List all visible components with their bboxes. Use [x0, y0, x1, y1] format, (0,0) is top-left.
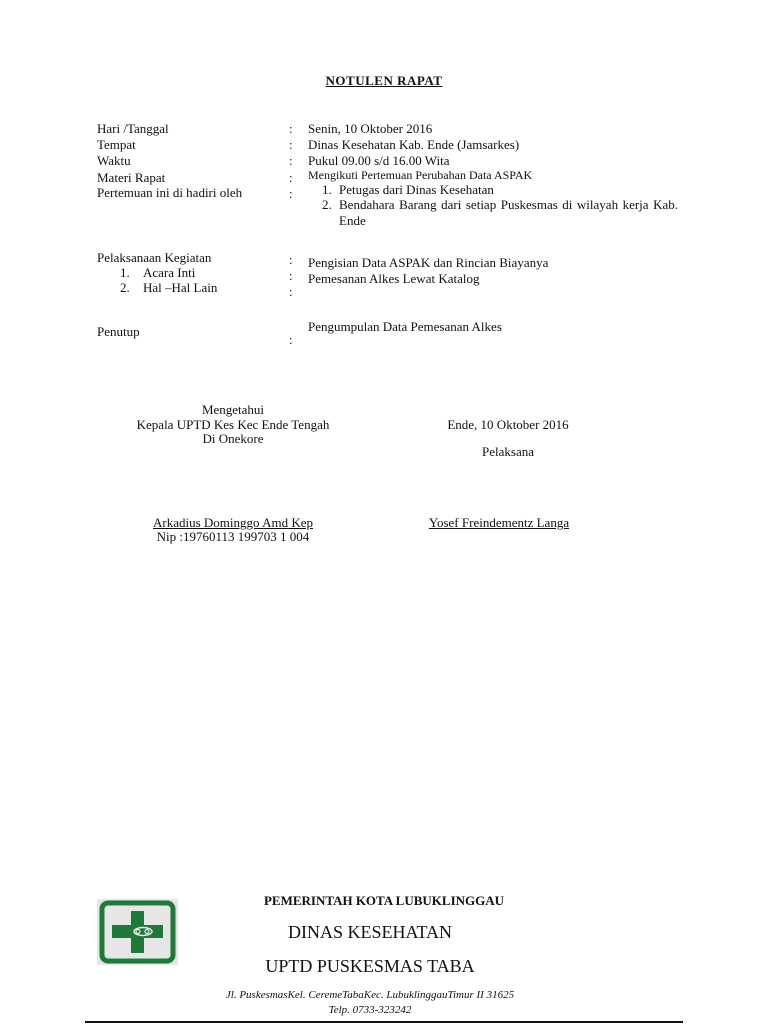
footer-unit: UPTD PUSKESMAS TABA — [265, 956, 475, 976]
sign-right-date: Ende, 10 Oktober 2016 — [447, 417, 569, 432]
attendee-number: 1. — [322, 182, 332, 197]
sign-left-nip: Nip :19760113 199703 1 004 — [156, 529, 310, 544]
footer-phone: Telp. 0733-323242 — [328, 1004, 412, 1016]
value-date: Senin, 10 Oktober 2016 — [308, 121, 433, 136]
activity-item — [120, 280, 217, 295]
label-place: Tempat — [97, 137, 136, 152]
colon-closing: : — [289, 332, 293, 347]
colon-place: : — [289, 137, 293, 152]
footer-address: Jl. PuskesmasKel. CeremeTabaKec. LubuklinggauTimur II 31625 — [225, 989, 515, 1001]
activity-value: Pengisian Data ASPAK dan Rincian Biayanya — [308, 255, 549, 270]
activity-label: Hal –Hal Lain — [143, 280, 218, 295]
footer-government: PEMERINTAH KOTA LUBUKLINGGAU — [263, 893, 505, 908]
label-date: Hari /Tanggal — [97, 121, 169, 136]
colon-time: : — [289, 153, 293, 168]
label-closing: Penutup — [97, 324, 140, 339]
activity-number: 1. — [120, 265, 130, 280]
attendee-text: Petugas dari Dinas Kesehatan — [339, 182, 494, 197]
attendee-item — [322, 182, 494, 197]
sign-right-role: Pelaksana — [482, 444, 534, 459]
colon-topic: : — [289, 170, 293, 185]
footer-divider — [85, 1021, 683, 1023]
label-topic: Materi Rapat — [97, 170, 166, 185]
sign-left-position: Kepala UPTD Kes Kec Ende Tengah — [136, 417, 330, 432]
value-closing: Pengumpulan Data Pemesanan Alkes — [308, 319, 502, 334]
activity-item — [120, 265, 195, 280]
value-time: Pukul 09.00 s/d 16.00 Wita — [308, 153, 450, 168]
colon-activity-2: : — [289, 284, 293, 299]
label-time: Waktu — [97, 153, 131, 168]
attendee-item — [322, 197, 678, 229]
value-topic: Mengikuti Pertemuan Perubahan Data ASPAK — [308, 168, 533, 182]
value-place: Dinas Kesehatan Kab. Ende (Jamsarkes) — [308, 137, 520, 152]
attendee-text: Bendahara Barang dari setiap Puskesmas di wilayah kerja Kab. Ende — [339, 197, 678, 228]
colon-attendees: : — [289, 186, 293, 201]
sign-left-acknowledge: Mengetahui — [201, 402, 265, 417]
footer-department: DINAS KESEHATAN — [287, 922, 453, 942]
colon-date: : — [289, 121, 293, 136]
sign-left-location: Di Onekore — [202, 431, 264, 446]
attendee-number: 2. — [322, 197, 332, 212]
label-attendees: Pertemuan ini di hadiri oleh — [97, 185, 243, 200]
sign-right-name: Yosef Freindementz Langa — [428, 515, 570, 530]
activity-value: Pemesanan Alkes Lewat Katalog — [308, 271, 480, 286]
activity-label: Acara Inti — [143, 265, 196, 280]
label-activities: Pelaksanaan Kegiatan — [97, 250, 212, 265]
colon-activities: : — [289, 252, 293, 267]
document-title: NOTULEN RAPAT — [325, 73, 443, 88]
sign-left-name: Arkadius Dominggo Amd Kep — [153, 515, 313, 530]
activity-number: 2. — [120, 280, 130, 295]
colon-activity-1: : — [289, 268, 293, 283]
